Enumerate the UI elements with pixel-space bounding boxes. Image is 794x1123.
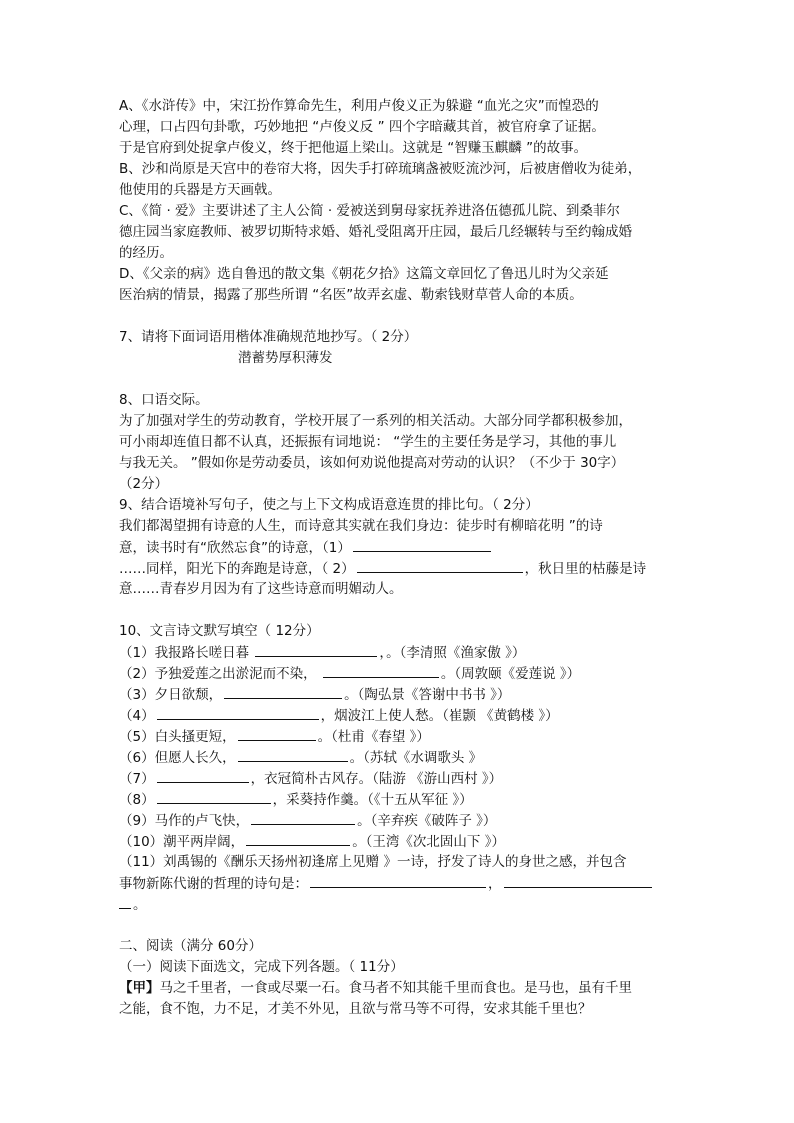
reading-subsection-title: （一）阅读下面选文，完成下列各题。（ 11分）: [119, 959, 404, 975]
q10-stem: 10、文言诗文默写填空（ 12分）: [119, 623, 320, 639]
q10-item-2: [119, 663, 679, 685]
q10-blank-11b[interactable]: [504, 873, 652, 888]
q10-item-1: [119, 642, 679, 664]
q7-words: 潜蓄势厚积薄发: [238, 350, 333, 366]
q10-item-11-end: 。: [133, 897, 147, 913]
q9-line2-text: 意，读书时有“欣然忘食”的诗意，（1）: [119, 540, 351, 556]
q6-option-b-line1: B、沙和尚原是天宫中的卷帘大将，因失手打碎琉璃盏被贬流沙河，后被唐僧收为徒弟，: [119, 161, 642, 177]
q10-blank-6[interactable]: [238, 747, 348, 762]
q10-item-7: [119, 768, 679, 790]
q9-blank-2[interactable]: [357, 558, 523, 573]
q10-item-8-prompt: （8）: [119, 792, 155, 808]
q10-item-1-source: ，。（李清照《渔家傲 》）: [379, 645, 526, 661]
q10-item-2-prompt: （2）予独爱莲之出淤泥而不染，: [119, 666, 321, 682]
q10-item-5: [119, 726, 679, 748]
q6-option-d-line1: D、《父亲的病》选自鲁迅的散文集《朝花夕拾》这篇文章回忆了鲁迅儿时为父亲延: [119, 266, 609, 282]
q8-line3: 与我无关。 ”假如你是劳动委员，该如何劝说他提高对劳动的认识？（不少于 30字）: [119, 455, 625, 471]
q9-blank-1[interactable]: [353, 537, 491, 552]
q10-blank-2[interactable]: [323, 663, 439, 678]
passage-text-1: 马之千里者，一食或尽粟一石。食马者不知其能千里而食也。是马也，虽有千里: [159, 980, 632, 996]
q10-item-4-source: ，烟波江上使人愁。（崔颢 《黄鹤楼 》）: [320, 708, 559, 724]
q9-stem: 9、结合语境补写句子，使之与上下文构成语意连贯的排比句。（ 2分）: [119, 497, 539, 513]
q9-line3: [119, 558, 679, 580]
q8-line4: （2分）: [119, 476, 169, 492]
q10-item-5-prompt: （5）白头搔更短，: [119, 729, 236, 745]
reading-section-title: 二、阅读（满分 60分）: [119, 938, 262, 954]
q10-blank-8[interactable]: [157, 789, 271, 804]
q10-item-7-source: ，衣冠简朴古风存。（陆游 《游山西村 》）: [250, 771, 503, 787]
q8-stem: 8、口语交际。: [119, 392, 209, 408]
q6-option-a-line3: 于是官府到处捉拿卢俊义，终于把他逼上梁山。这就是 “智赚玉麒麟 ”的故事。: [119, 140, 588, 156]
q10-item-11-prompt: 事物新陈代谢的哲理的诗句是：: [119, 876, 308, 892]
reading-passage-line2: 之能，食不饱，力不足，才美不外见，且欲与常马等不可得，安求其能千里也？: [119, 1001, 592, 1017]
reading-passage-line1: [119, 978, 679, 999]
q10-blank-5[interactable]: [238, 726, 316, 741]
q10-item-5-source: 。（杜甫《春望 》）: [317, 729, 430, 745]
q8-line1: 为了加强对学生的劳动教育，学校开展了一系列的相关活动。大部分同学都积极参加，: [119, 413, 632, 429]
q9-line4: 意……青春岁月因为有了这些诗意而明媚动人。: [119, 581, 403, 597]
q10-item-10-prompt: （10）潮平两岸阔，: [119, 834, 245, 850]
q6-option-c-line3: 的经历。: [119, 245, 173, 261]
q10-item-3-source: 。（陶弘景《答谢中书书 》）: [344, 687, 511, 703]
q10-item-7-prompt: （7）: [119, 771, 155, 787]
q9-line1: 我们都渴望拥有诗意的人生，而诗意其实就在我们身边：徒步时有柳暗花明 ”的诗: [119, 518, 603, 534]
q10-item-6-source: 。（苏轼《水调歌头 》: [349, 750, 483, 766]
q10-item-2-source: 。（周敦颐《爱莲说 》）: [440, 666, 581, 682]
q10-item-3: [119, 684, 679, 706]
q10-item-10: [119, 831, 679, 853]
q10-item-8: [119, 789, 679, 811]
q9-line3-text: ……同样，阳光下的奔跑是诗意，（ 2）: [119, 561, 355, 577]
q9-line3-tail: ，秋日里的枯藤是诗: [524, 561, 647, 577]
q10-item-9: [119, 810, 679, 832]
q9-line2: [119, 537, 679, 559]
q10-item-1-prompt: （1）我报路长嗟日暮: [119, 645, 254, 661]
q10-item-6: [119, 747, 679, 769]
q10-item-6-prompt: （6）但愿人长久，: [119, 750, 236, 766]
q10-blank-1[interactable]: [255, 642, 377, 657]
q10-blank-3[interactable]: [224, 684, 342, 699]
q10-item-9-source: 。（辛弃疾《破阵子 》）: [357, 813, 497, 829]
q6-option-d-line2: 医治病的情景，揭露了那些所谓 “名医”故弄玄虚、勒索钱财草菅人命的本质。: [119, 287, 583, 303]
passage-tag: 【甲】: [119, 980, 160, 996]
q10-item-11-line1: （11）刘禹锡的《酬乐天扬州初逢席上见赠 》一诗，抒发了诗人的身世之感，并包含: [119, 854, 627, 870]
q10-item-11-line2: [119, 873, 679, 895]
q10-item-11-line3: [119, 894, 679, 916]
q6-option-c-line2: 德庄园当家庭教师、被罗切斯特求婚、婚礼受阻离开庄园，最后几经辗转与至约翰成婚: [119, 224, 632, 240]
q10-blank-10[interactable]: [246, 831, 350, 846]
q10-blank-7[interactable]: [157, 768, 249, 783]
q6-option-c-line1: C、《简 · 爱》主要讲述了主人公简 · 爱被送到舅母家抚养进洛伍德孤儿院、到桑菲尔: [119, 203, 620, 219]
q10-item-8-source: ，采葵持作羹。（《十五从军征 》）: [272, 792, 473, 808]
q10-item-4: [119, 705, 679, 727]
q8-line2: 可小雨却连值日都不认真，还振振有词地说： “学生的主要任务是学习，其他的事儿: [119, 434, 617, 450]
q10-item-3-prompt: （3）夕日欲颓，: [119, 687, 223, 703]
q10-item-10-source: 。（王湾《次北固山下 》）: [352, 834, 505, 850]
q10-blank-4[interactable]: [157, 705, 319, 720]
q10-blank-11a[interactable]: [310, 873, 486, 888]
q6-option-a-line2: 心理，口占四句卦歌，巧妙地把 “卢俊义反 ” 四个字暗藏其首，被官府拿了证据。: [119, 119, 605, 135]
q6-option-b-line2: 他使用的兵器是方天画戟。: [119, 182, 281, 198]
q10-item-9-prompt: （9）马作的卢飞快，: [119, 813, 250, 829]
q10-item-4-prompt: （4）: [119, 708, 155, 724]
q10-blank-11c[interactable]: [119, 894, 131, 909]
q7-stem: 7、请将下面词语用楷体准确规范地抄写。（ 2分）: [119, 329, 418, 345]
q10-item-11-comma: ，: [488, 876, 502, 892]
q10-blank-9[interactable]: [251, 810, 355, 825]
q6-option-a-line1: A、《水浒传》中，宋江扮作算命先生，利用卢俊义正为躲避 “血光之灾”而惶恐的: [119, 98, 599, 114]
